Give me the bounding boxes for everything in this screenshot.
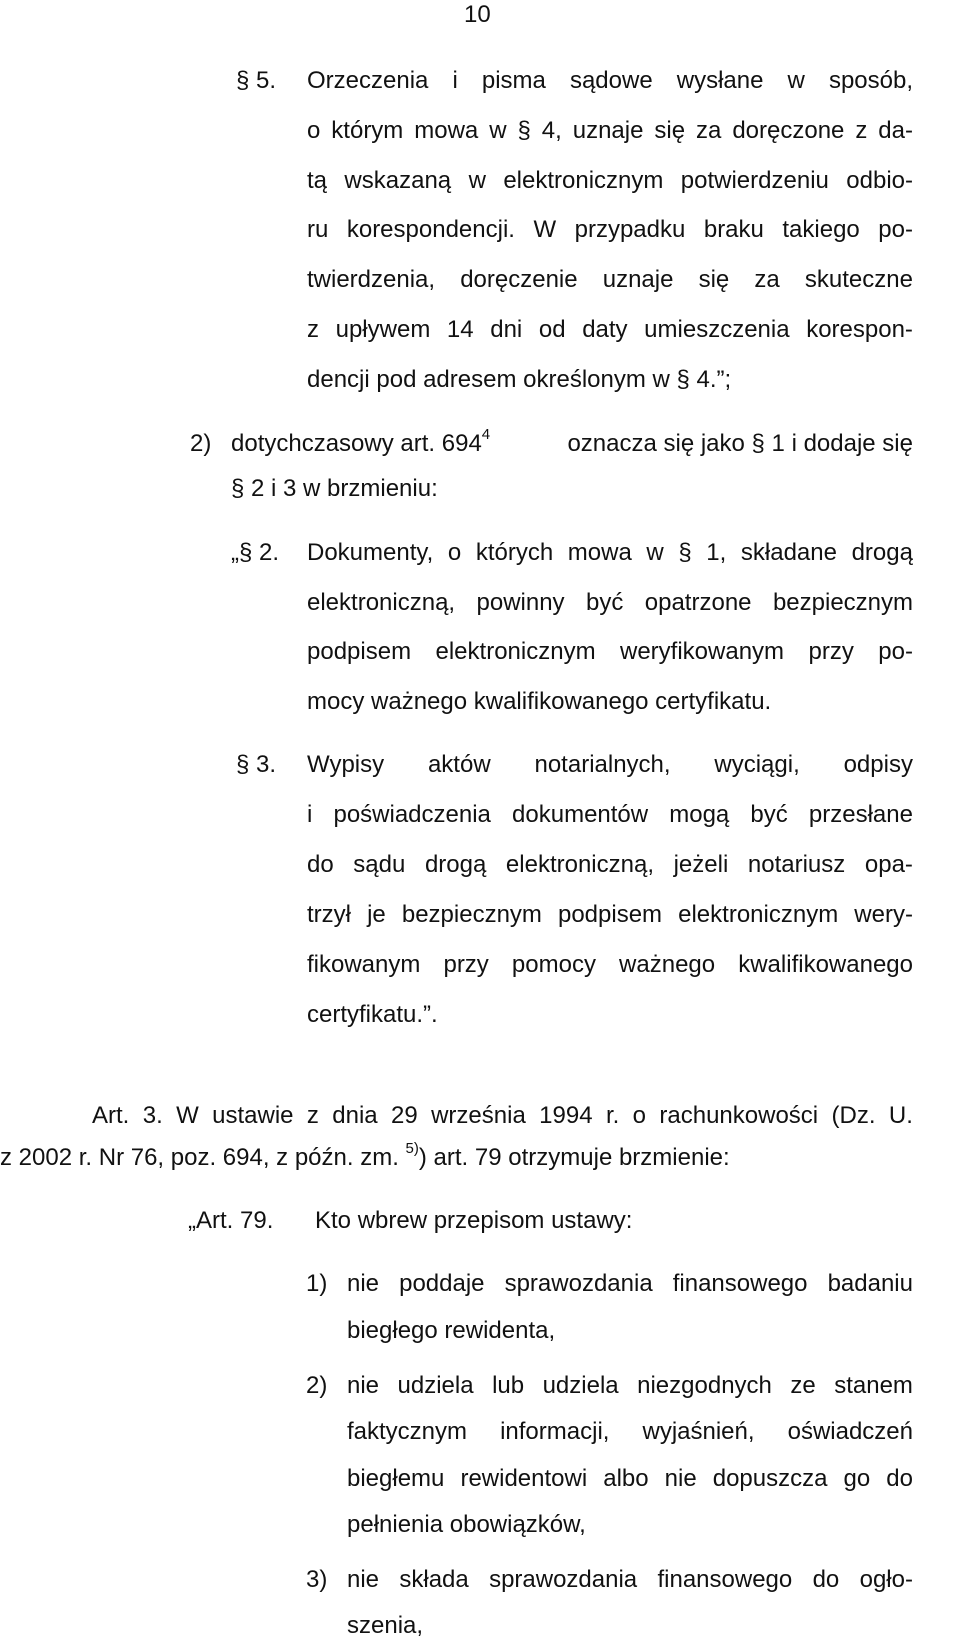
word: być: [585, 589, 624, 616]
word: 1,: [706, 539, 727, 566]
word: opatrzone: [644, 589, 752, 616]
word: wery-: [854, 901, 913, 928]
word: badaniu: [827, 1270, 913, 1297]
art-79-intro: Kto wbrew przepisom ustawy:: [315, 1207, 633, 1234]
art-3-text: ) art. 79 otrzymuje brzmienie:: [418, 1144, 730, 1171]
word: §: [517, 117, 531, 144]
word: przesłane: [808, 801, 913, 828]
word: biegłemu: [347, 1465, 445, 1492]
word: upływem: [335, 316, 431, 343]
word: je: [367, 901, 386, 928]
word: 14: [446, 316, 474, 343]
word: wskazaną: [344, 167, 452, 194]
word: do: [812, 1566, 840, 1593]
word: sposób,: [828, 67, 913, 94]
para-5-line-1: [307, 66, 913, 96]
point-2-line-2: § 2 i 3 w brzmieniu:: [231, 475, 438, 502]
word: fikowanym: [307, 951, 421, 978]
word: nie: [347, 1566, 380, 1593]
para-3-line-1: [307, 750, 913, 780]
word: mowa: [567, 539, 632, 566]
word: dni: [490, 316, 523, 343]
word: w: [787, 67, 805, 94]
word: w: [468, 167, 486, 194]
point-2-superscript: 4: [481, 426, 491, 443]
art-3-line-1: [92, 1101, 913, 1131]
word: jeżeli: [673, 851, 729, 878]
word: sądu: [353, 851, 406, 878]
word: rachunkowości: [659, 1102, 819, 1129]
word: umieszczenia: [644, 316, 790, 343]
para-2-line-2: [307, 588, 913, 618]
word: po-: [878, 638, 913, 665]
word: kwalifikowanego: [738, 951, 913, 978]
point-2-text-a: dotychczasowy art. 694: [231, 430, 482, 457]
word: weryfikowanym: [620, 638, 785, 665]
word: pomocy: [511, 951, 596, 978]
word: da-: [878, 117, 913, 144]
word: po-: [878, 216, 913, 243]
word: pisma: [481, 67, 546, 94]
word: udziela: [542, 1372, 619, 1399]
word: do: [886, 1465, 913, 1492]
word: z: [307, 316, 319, 343]
art-3-line-2: [0, 1140, 730, 1173]
para-2-line-4: mocy ważnego kwalifikowanego certyfikatu.: [307, 688, 772, 715]
word: stanem: [834, 1372, 913, 1399]
word: wyjaśnień,: [642, 1418, 755, 1445]
word: składane: [740, 539, 837, 566]
word: podpisem: [557, 901, 663, 928]
word: ru: [307, 216, 329, 243]
para-2-line-1: [307, 538, 913, 568]
word: finansowego: [657, 1566, 793, 1593]
word: dnia: [332, 1102, 378, 1129]
word: rewidentowi: [460, 1465, 588, 1492]
word: Dokumenty,: [307, 539, 434, 566]
word: Art.: [92, 1102, 130, 1129]
word: wysłane: [676, 67, 764, 94]
word: oświadczeń: [787, 1418, 913, 1445]
point-2-text-b: oznacza się jako § 1 i dodaje się: [567, 430, 913, 457]
word: notariusz: [747, 851, 846, 878]
word: składa: [399, 1566, 469, 1593]
word: Orzeczenia: [307, 67, 429, 94]
word: braku: [703, 216, 764, 243]
word: elektroniczną,: [505, 851, 654, 878]
art-79-item-1-line-1: [347, 1269, 913, 1299]
art-79-item-2-line-2: [347, 1417, 913, 1447]
point-2-marker: 2): [190, 430, 212, 457]
para-3-line-6: certyfikatu.”.: [307, 1001, 438, 1028]
word: udziela: [397, 1372, 474, 1399]
art-79-item-1-line-2: biegłego rewidenta,: [347, 1317, 556, 1344]
word: daty: [582, 316, 628, 343]
para-5-line-3: [307, 166, 913, 196]
word: §: [678, 539, 692, 566]
word: doręczone: [732, 117, 845, 144]
para-5-line-6: [307, 315, 913, 345]
word: bezpiecznym: [772, 589, 913, 616]
word: września: [431, 1102, 526, 1129]
word: z: [306, 1102, 319, 1129]
word: poświadczenia: [333, 801, 491, 828]
word: niezgodnych: [637, 1372, 772, 1399]
word: za: [696, 117, 722, 144]
art-79-item-2-number: 2): [306, 1372, 328, 1399]
word: r.: [605, 1102, 620, 1129]
word: przy: [443, 951, 489, 978]
word: do: [307, 851, 334, 878]
word: ogło-: [859, 1566, 913, 1593]
word: ważnego: [619, 951, 716, 978]
word: mowa: [414, 117, 479, 144]
word: korespondencji.: [346, 216, 515, 243]
word: o: [632, 1102, 647, 1129]
word: w: [646, 539, 664, 566]
word: się: [698, 266, 730, 293]
word: bezpiecznym: [401, 901, 542, 928]
word: i: [307, 801, 313, 828]
word: tą: [307, 167, 328, 194]
word: ze: [790, 1372, 816, 1399]
word: podpisem: [307, 638, 412, 665]
word: faktycznym: [347, 1418, 468, 1445]
para-2-line-3: [307, 637, 913, 667]
para-5-line-7: dencji pod adresem określonym w § 4.”;: [307, 366, 732, 393]
word: go: [843, 1465, 871, 1492]
word: finansowego: [672, 1270, 808, 1297]
word: którym: [331, 117, 404, 144]
word: ustawie: [212, 1102, 294, 1129]
art-3-citation: z 2002 r. Nr 76, poz. 694, z późn. zm.: [0, 1144, 399, 1171]
word: uznaje: [602, 266, 674, 293]
footnote-reference: 5): [405, 1140, 419, 1157]
art-79-marker: „Art. 79.: [188, 1207, 274, 1234]
word: być: [750, 801, 788, 828]
word: wyciągi,: [714, 751, 800, 778]
word: twierdzenia,: [307, 266, 436, 293]
word: o: [307, 117, 321, 144]
para-5-marker: § 5.: [236, 67, 277, 94]
para-3-line-5: [307, 950, 913, 980]
word: przy: [808, 638, 854, 665]
word: sprawozdania: [489, 1566, 638, 1593]
para-5-line-4: [307, 215, 913, 245]
word: informacji,: [500, 1418, 610, 1445]
word: i: [452, 67, 458, 94]
art-79-item-1-number: 1): [306, 1270, 328, 1297]
word: U.: [888, 1102, 913, 1129]
word: drogą: [851, 539, 913, 566]
art-79-item-2-line-3: [347, 1464, 913, 1494]
word: odpisy: [843, 751, 913, 778]
word: notarialnych,: [534, 751, 671, 778]
word: lub: [492, 1372, 525, 1399]
word: aktów: [427, 751, 491, 778]
para-3-line-4: [307, 900, 913, 930]
word: sądowe: [569, 67, 653, 94]
art-79-item-3-line-2: szenia,: [347, 1612, 424, 1639]
word: z: [855, 117, 868, 144]
word: W: [176, 1102, 199, 1129]
word: korespon-: [806, 316, 913, 343]
para-3-line-2: [307, 800, 913, 830]
word: opa-: [864, 851, 913, 878]
word: w: [489, 117, 507, 144]
word: odbio-: [846, 167, 913, 194]
word: nie: [347, 1372, 380, 1399]
word: elektronicznym: [435, 638, 596, 665]
point-2-art-ref: [231, 426, 491, 459]
word: 4,: [541, 117, 562, 144]
word: od: [538, 316, 566, 343]
word: za: [754, 266, 780, 293]
point-2-line-1: [231, 426, 913, 459]
page-number: 10: [464, 1, 491, 28]
para-5-line-5: [307, 265, 913, 295]
word: o: [447, 539, 462, 566]
word: nie: [664, 1465, 697, 1492]
word: takiego: [782, 216, 860, 243]
word: 29: [391, 1102, 418, 1129]
word: Wypisy: [307, 751, 385, 778]
word: elektroniczną,: [307, 589, 456, 616]
word: powinny: [476, 589, 565, 616]
word: trzył: [307, 901, 351, 928]
word: albo: [603, 1465, 649, 1492]
word: potwierdzeniu: [680, 167, 829, 194]
para-3-line-3: [307, 850, 913, 880]
word: (Dz.: [831, 1102, 876, 1129]
word: dokumentów: [512, 801, 649, 828]
word: przypadku: [574, 216, 686, 243]
word: 1994: [539, 1102, 593, 1129]
word: doręczenie: [460, 266, 578, 293]
word: W: [533, 216, 557, 243]
word: mogą: [669, 801, 730, 828]
word: poddaje: [399, 1270, 485, 1297]
word: dopuszcza: [712, 1465, 828, 1492]
word: sprawozdania: [504, 1270, 653, 1297]
word: 3.: [142, 1102, 163, 1129]
word: się: [654, 117, 686, 144]
word: elektronicznym: [678, 901, 839, 928]
word: których: [475, 539, 554, 566]
para-3-marker: § 3.: [236, 751, 277, 778]
para-2-marker: „§ 2.: [231, 539, 280, 566]
art-79-item-2-line-4: pełnienia obowiązków,: [347, 1511, 586, 1538]
word: elektronicznym: [503, 167, 664, 194]
word: nie: [347, 1270, 380, 1297]
art-79-item-3-line-1: [347, 1565, 913, 1595]
word: uznaje: [572, 117, 644, 144]
para-5-line-2: [307, 116, 913, 146]
art-79-item-3-number: 3): [306, 1566, 328, 1593]
word: skuteczne: [804, 266, 913, 293]
art-79-item-2-line-1: [347, 1371, 913, 1401]
word: drogą: [424, 851, 487, 878]
